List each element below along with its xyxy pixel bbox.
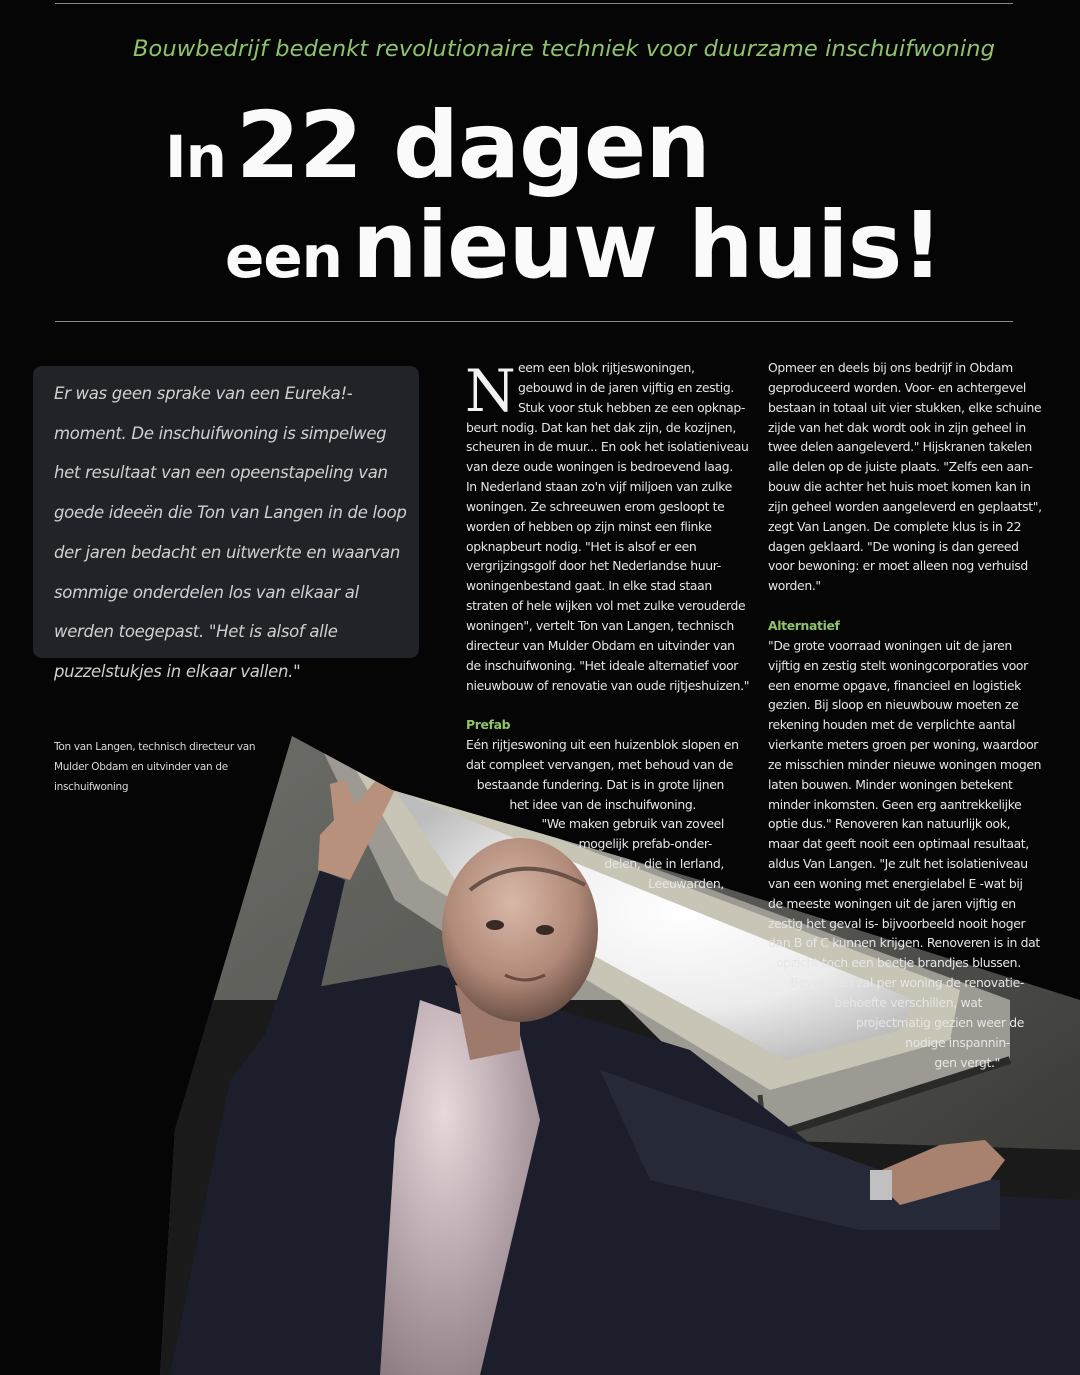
body-line: voor bewoning: er moet alleen nog verhuisd <box>768 558 1028 574</box>
body-line: bouw die achter het huis moet komen kan in <box>768 479 1031 495</box>
body-line: gezien. Bij sloop en nieuwbouw moeten ze <box>768 697 1019 713</box>
body-line: directeur van Mulder Obdam en uitvinder van <box>466 637 735 653</box>
body-line: laten bouwen. Minder woningen betekent <box>768 776 1013 792</box>
pull-quote: Er was geen sprake van een Eureka!-moment. De inschuifwoning is simpelweg het resultaat van een opeenstapeling van goede ideeën die Ton van Langen in de loop der jaren bedacht en uitwerkte en waarvan sommige onderdelen los van elkaar al werden toegepast. "Het is alsof alle puzzelstukjes in elkaar vallen." <box>54 384 407 681</box>
body-line: "We maken gebruik van zoveel <box>541 816 724 832</box>
body-line: Eén rijtjeswoning uit een huizenblok slopen en <box>466 737 739 753</box>
subhead-prefab: Prefab <box>466 717 511 733</box>
body-line: scheuren in de muur... En ook het isolatieniveau <box>466 439 749 455</box>
body-line: vijftig en zestig stelt woningcorporaties voor <box>768 657 1028 673</box>
body-line: worden of hebben op zijn minst een flinke <box>466 518 712 534</box>
body-line: woningen", vertelt Ton van Langen, technisch <box>466 617 734 633</box>
body-line: woningen. Ze schreeuwen erom gesloopt te <box>466 498 725 514</box>
body-line: Bovendien zal per woning de renovatie- <box>790 975 1024 991</box>
body-line: Leeuwarden, <box>648 875 724 891</box>
body-line: twee delen aangeleverd." Hijskranen takelen <box>768 439 1032 455</box>
body-line: vierkante meters groen per woning, waardoor <box>768 737 1039 753</box>
body-line: bestaan in totaal uit vier stukken, elke schuine <box>768 399 1042 415</box>
body-line: opknapbeurt nodig. "Het is alsof er een <box>466 538 697 554</box>
subhead-alternatief: Alternatief <box>768 617 840 633</box>
body-line: nieuwbouw of renovatie van oude rijtjeshuizen." <box>466 677 750 693</box>
body-line: vergrijzingsgolf door het Nederlandse huur- <box>466 558 721 574</box>
body-line: opzicht toch een beetje brandjes blussen. <box>776 955 1021 971</box>
body-line: van deze oude woningen is bedroevend laag. <box>466 459 733 475</box>
body-line: nodige inspannin- <box>905 1034 1010 1050</box>
body-line: Opmeer en deels bij ons bedrijf in Obdam <box>768 360 1013 375</box>
body-line: behoefte verschillen, wat <box>834 995 982 1010</box>
body-line: zestig het geval is- bijvoorbeeld nooit hoger <box>768 915 1026 931</box>
body-line: bestaande fundering. Dat is in grote lijnen <box>476 776 724 792</box>
body-line: geproduceerd worden. Voor- en achtergevel <box>768 379 1026 395</box>
body-line: de inschuifwoning. "Het ideale alternatief voor <box>466 657 739 673</box>
body-line: rekening houden met de verplichte aantal <box>768 717 1016 733</box>
body-line: dagen geklaard. "De woning is dan gereed <box>768 538 1019 554</box>
body-line: de meeste woningen uit de jaren vijftig en <box>768 895 1016 911</box>
body-line: optie dus." Renoveren kan natuurlijk ook, <box>768 816 1011 832</box>
body-line: "De grote voorraad woningen uit de jaren <box>768 637 1012 653</box>
body-line: dat compleet vervangen, met behoud van de <box>466 756 734 772</box>
body-line: In Nederland staan zo'n vijf miljoen van zulke <box>466 479 732 495</box>
body-line: aldus Van Langen. "Je zult het isolatieniveau <box>768 856 1028 872</box>
headline-nieuw-huis: nieuw huis! <box>352 192 943 299</box>
photo-caption: Ton van Langen, technisch directeur van Mulder Obdam en uitvinder van de inschuifwoning <box>54 741 256 793</box>
body-line: mogelijk prefab-onder- <box>578 836 712 852</box>
body-line: het idee van de inschuifwoning. <box>509 796 696 812</box>
article-column-1 <box>466 358 750 894</box>
drop-cap: N <box>465 357 516 425</box>
body-line: maar dat geeft nooit een optimaal resultaat, <box>768 836 1029 852</box>
body-line: dan B of C kunnen krijgen. Renoveren is in dat <box>768 935 1040 951</box>
body-line: van een woning met energielabel E -wat bij <box>768 875 1023 891</box>
body-line: een enorme opgave, financieel en logistiek <box>768 677 1021 693</box>
body-line: zegt Van Langen. De complete klus is in 22 <box>768 518 1022 534</box>
body-line: projectmatig gezien weer de <box>855 1014 1024 1030</box>
body-line: alle delen op de juiste plaats. "Zelfs een aan- <box>768 459 1033 475</box>
body-line: gen vergt." <box>934 1054 1000 1070</box>
body-line: zijn geheel worden aangeleverd en geplaatst", <box>768 498 1042 514</box>
body-line: Stuk voor stuk hebben ze een opknap- <box>518 399 746 415</box>
body-line: woningenbestand gaat. In elke stad staan <box>466 578 712 594</box>
headline-word-een: een <box>225 223 342 291</box>
body-line: minder inkomsten. Geen erg aantrekkelijke <box>768 796 1022 812</box>
body-line: straten of hele wijken vol met zulke verouderde <box>466 598 746 614</box>
article-column-2 <box>768 358 1042 1072</box>
body-line: zijde van het dak wordt ook in zijn geheel in <box>768 419 1026 435</box>
body-line: beurt nodig. Dat kan het dak zijn, de kozijnen, <box>466 419 736 435</box>
body-line: eem een blok rijtjeswoningen, <box>518 360 695 375</box>
body-line: delen, die in Ierland, <box>604 856 724 872</box>
kicker: Bouwbedrijf bedenkt revolutionaire techniek voor duurzame inschuifwoning <box>132 36 996 62</box>
body-line: ze misschien minder nieuwe woningen mogen <box>768 756 1042 772</box>
body-line: gebouwd in de jaren vijftig en zestig. <box>518 379 734 395</box>
headline-word-in: In <box>165 123 226 191</box>
body-line: worden." <box>768 578 821 594</box>
headline-number: 22 dagen <box>236 92 710 199</box>
